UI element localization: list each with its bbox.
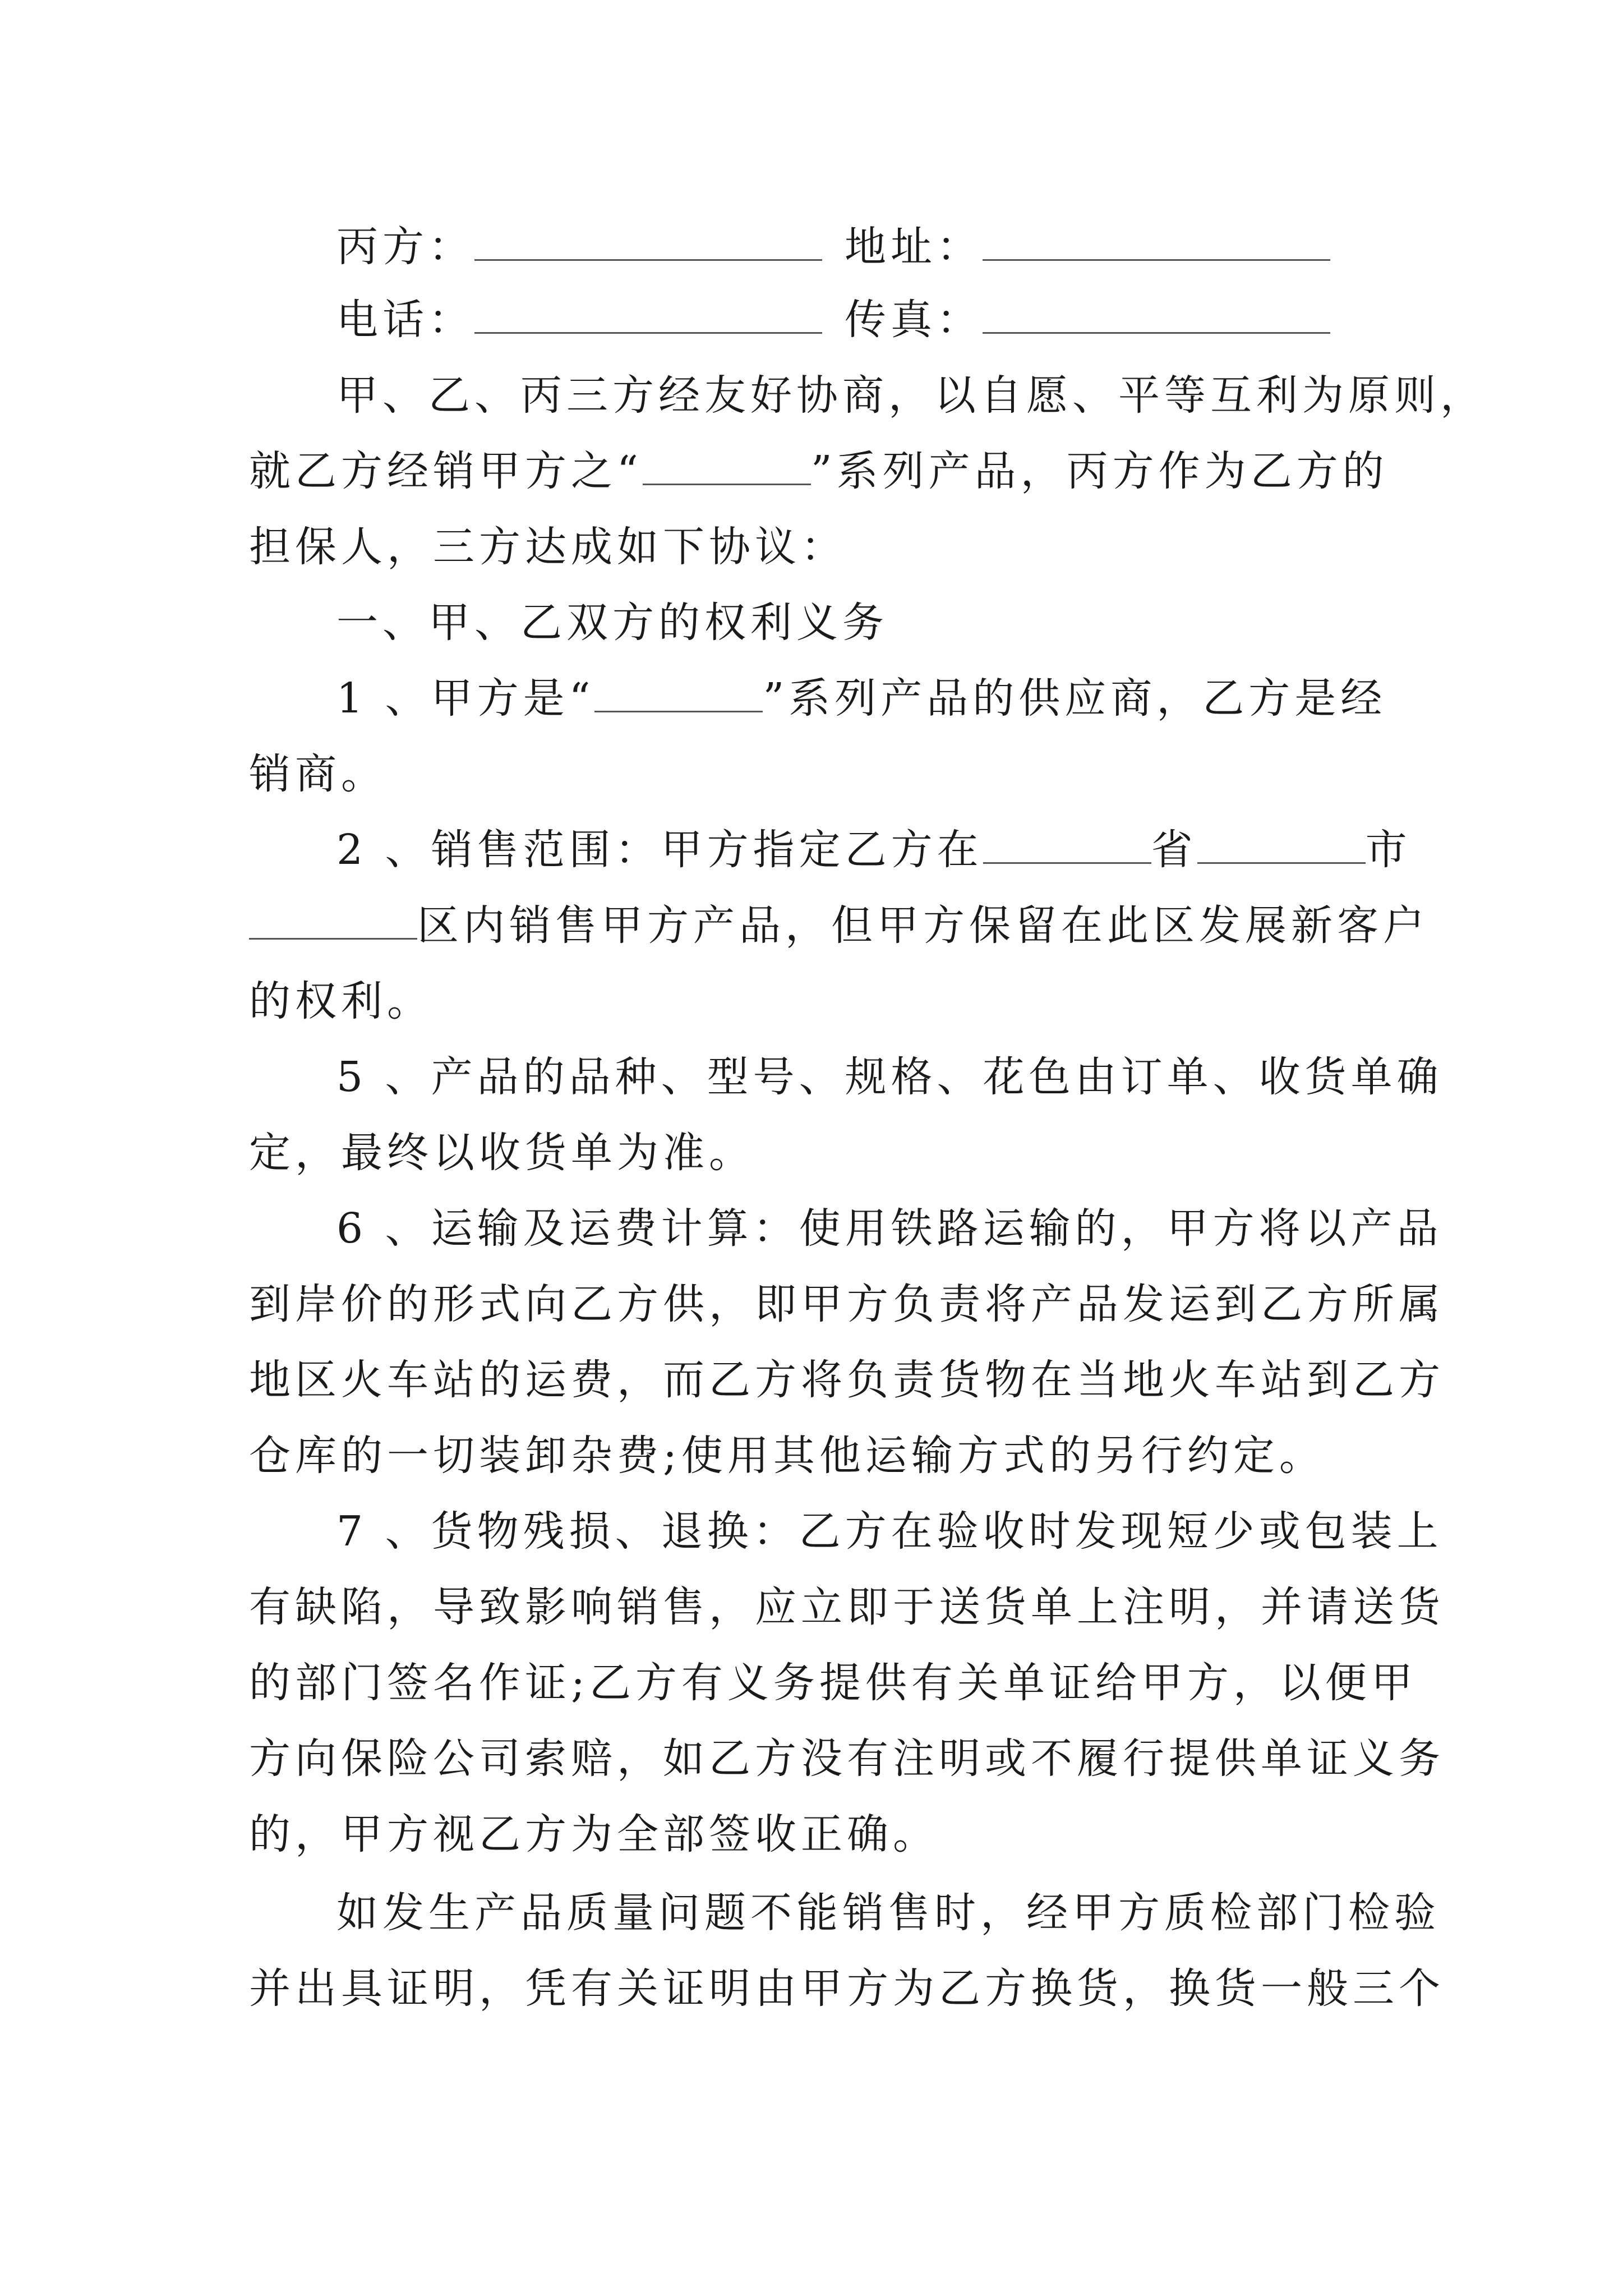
clause-6-line-1: 6 、运输及运费计算：使用铁路运输的，甲方将以产品 xyxy=(336,1204,1443,1253)
clause-2-line-2: 区内销售甲方产品，但甲方保留在此区发展新客户 xyxy=(249,886,1376,965)
fax-label: 传真： xyxy=(845,296,983,344)
intro-line-3: 担保人，三方达成如下协议： xyxy=(249,523,847,571)
clause-6-line-2: 到岸价的形式向乙方供，即甲方负责将产品发运到乙方所属 xyxy=(249,1280,1445,1328)
address-blank xyxy=(983,221,1330,261)
province-blank xyxy=(983,824,1151,864)
clause-7-line-4: 方向保险公司索赔，如乙方没有注明或不履行提供单证义务 xyxy=(249,1734,1445,1783)
phone-label: 电话： xyxy=(336,296,474,344)
address-label: 地址： xyxy=(845,223,983,271)
clause-6-line-3: 地区火车站的运费，而乙方将负责货物在当地火车站到乙方 xyxy=(249,1356,1445,1404)
quality-line-1: 如发生产品质量问题不能销售时，经甲方质检部门检验 xyxy=(336,1889,1440,1937)
clause-1-line-2: 销商。 xyxy=(249,750,387,798)
city-blank xyxy=(1197,824,1366,864)
phone-blank xyxy=(474,294,822,334)
intro-line-1: 甲、乙、丙三方经友好协商，以自愿、平等互利为原则， xyxy=(336,371,1486,420)
clause-7-line-2: 有缺陷，导致影响销售，应立即于送货单上注明，并请送货 xyxy=(249,1583,1445,1631)
clause-6-line-4: 仓库的一切装卸杂费;使用其他运输方式的另行约定。 xyxy=(249,1432,1325,1480)
party-c-address-row xyxy=(336,208,1376,286)
clause-7-line-5: 的，甲方视乙方为全部签收正确。 xyxy=(249,1810,939,1858)
section-1-heading: 一、甲、乙双方的权利义务 xyxy=(336,599,888,647)
clause-7-line-3: 的部门签名作证;乙方有义务提供有关单证给甲方，以便甲 xyxy=(249,1659,1417,1707)
phone-fax-row xyxy=(336,280,1376,359)
clause-2-line-3: 的权利。 xyxy=(249,977,433,1025)
product-series-blank xyxy=(643,445,811,485)
party-c-blank xyxy=(474,221,822,261)
party-c-label: 丙方： xyxy=(336,223,474,271)
clause-1-line-1: 1 、甲方是“ ”系列产品的供应商，乙方是经 xyxy=(336,659,1376,738)
intro-line-2: 就乙方经销甲方之“ ”系列产品，丙方作为乙方的 xyxy=(249,432,1376,510)
clause-7-line-1: 7 、货物残损、退换：乙方在验收时发现短少或包装上 xyxy=(336,1507,1443,1556)
supplier-series-blank xyxy=(594,673,763,712)
quality-line-2: 并出具证明，凭有关证明由甲方为乙方换货，换货一般三个 xyxy=(249,1964,1445,2013)
district-blank xyxy=(249,900,417,940)
clause-2-line-1: 2 、销售范围：甲方指定乙方在 省 市 xyxy=(336,811,1376,889)
fax-blank xyxy=(983,294,1330,334)
clause-5-line-2: 定，最终以收货单为准。 xyxy=(249,1129,755,1177)
clause-5-line-1: 5 、产品的品种、型号、规格、花色由订单、收货单确 xyxy=(336,1053,1443,1101)
